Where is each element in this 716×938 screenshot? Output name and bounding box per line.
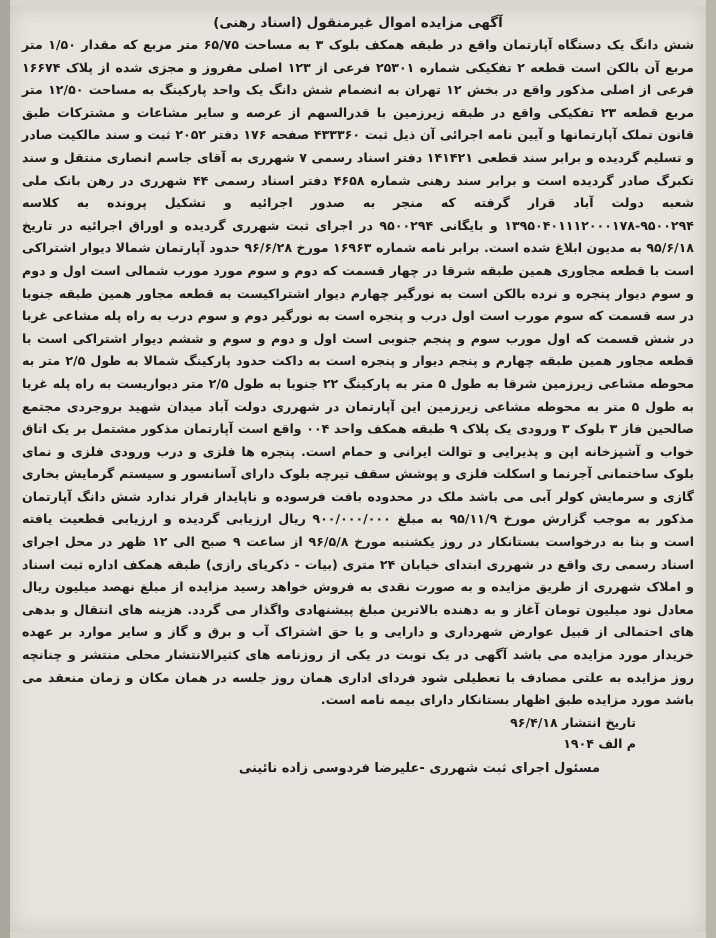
notice-body: شش دانگ یک دستگاه آپارتمان واقع در طبقه همکف بلوک ۳ به مساحت ۶۵/۷۵ متر مربع که مقدار ۱/۵۰ متر مربع آن بالکن است قطعه ۲ تفکیکی شماره ۲۵۳۰۱ فرعی از ۱۲۳ اصلی مفروز و مجزی شده از پلاک ۱۶۶۷۴ فرعی از اصلی مذکور واقع در بخش ۱۲ تهران به انضمام شش دانگ یک واحد پارکینگ به مساحت ۱۲/۵۰ متر مربع قطعه ۲۳ تفکیکی واقع در طبقه زیرزمین با قدرالسهم از عرصه و سایر مشاعات و مشترکات طبق قانون تملک آپارتمانها و آیین نامه اجرائی آن ذیل ثبت ۴۳۳۳۶۰ صفحه ۱۷۶ دفتر ۲۰۵۲ ثبت و سند مالکیت صادر و تسلیم گردیده و برابر سند قطعی ۱۴۱۴۲۱ دفتر اسناد رسمی ۷ شهرری به آقای جاسم انصاری منتقل و سند تکبرگ صادر گردیده است و برابر سند رهنی شماره ۴۶۵۸ دفتر اسناد رسمی ۴۴ شهرری در رهن بانک ملی شعبه دولت آباد قرار گرفته که منجر به صدور اجرائیه و تشکیل پرونده به کلاسه ۹۵۰۰۲۹۴-۱۳۹۵۰۴۰۱۱۱۲۰۰۰۱۷۸ و بایگانی ۹۵۰۰۲۹۴ در اجرای ثبت شهرری گردیده و اوراق اجرائیه در تاریخ ۹۵/۶/۱۸ به مدیون ابلاغ شده است. برابر نامه شماره ۱۶۹۶۳ مورخ ۹۶/۶/۲۸ حدود آپارتمان شمالا دیوار اشتراکی است با قطعه مجاوری همین طبقه شرقا در چهار قسمت که دوم و سوم مورد مورب شمالی است اول و دوم و سوم دیوار پنجره و نرده بالکن است به نورگیر چهارم دیوار اشتراکیست به قطعه مجاور همین طبقه جنوبا در سه قسمت که سوم مورب است اول درب و پنجره است به نورگیر دوم و سوم درب به راه پله مشاعی غربا در شش قسمت که اول مورب سوم و پنجم جنوبی است اول و دوم و سوم و ششم دیوار اشتراکی است با قطعه مجاور همین طبقه چهارم و پنجم دیوار و پنجره است به داکت حدود پارکینگ شمالا به طول ۲/۵ متر به محوطه مشاعی زیرزمین شرقا به طول ۵ متر به پارکینگ ۲۲ جنوبا به طول ۲/۵ متر دیواریست به راه پله غربا به طول ۵ متر به محوطه مشاعی زیرزمین این آپارتمان در شهرری دولت آباد میدان شهید بروجردی مجتمع صالحین فاز ۳ بلوک ۳ ورودی یک پلاک ۹ طبقه همکف واحد ۰۰۴ واقع است آپارتمان مذکور مشتمل بر یک اتاق خواب و آشپزخانه اپن و پذیرایی و توالت ایرانی و حمام است. پنجره ها فلزی و درب ورودی فلزی و نمای بلوک ساختمانی آجرنما و اسکلت فلزی و پوشش سقف تیرچه بلوک دارای آسانسور و سیستم گرمایش بخاری گازی و سرمایش کولر آبی می باشد ملک در محدوده بافت فرسوده و ناپایدار قرار ندارد شش دانگ آپارتمان مذکور به موجب گزارش مورخ ۹۵/۱۱/۹ به مبلغ ۹۰۰/۰۰۰/۰۰۰ ریال ارزیابی گردیده و ارزیابی قطعیت یافته است و بنا به درخواست بستانکار در روز یکشنبه مورخ ۹۶/۵/۸ از ساعت ۹ صبح الی ۱۲ ظهر در محل اجرای اسناد رسمی ری واقع در شهرری ابتدای خیابان ۲۴ متری (بیات - ذکریای رازی) طبقه همکف اداره ثبت اسناد و املاک شهرری از طریق مزایده و به صورت نقدی به فروش خواهد رسید مزایده از مبلغ نهصد میلیون ریال معادل نود میلیون تومان آغاز و به دهنده بالاترین مبلغ پیشنهادی واگذار می گردد. هزینه های انتقال و بدهی های احتمالی از قبیل عوارض شهرداری و دارایی و یا حق اشتراک آب و برق و گاز و سایر موارد بر عهده خریدار مورد مزایده می باشد آگهی در یک نوبت در یکی از روزنامه های کثیرالانتشار محلی منتشر و چنانچه روز مزایده به علتی مصادف با تعطیلی شود فردای اداری همان روز جلسه در همان مکان و زمان منعقد می باشد مورد مزایده طبق اظهار بستانکار دارای بیمه نامه است.	[22, 37, 695, 708]
scan-edge-right	[706, 0, 716, 938]
publish-date: تاریخ انتشار ۹۶/۴/۱۸	[510, 714, 636, 730]
signature-line: مسئول اجرای ثبت شهرری -علیرضا فردوسی زاده نائینی	[238, 760, 600, 776]
reference-number: م الف ۱۹۰۴	[563, 735, 636, 751]
notice-content	[22, 12, 694, 780]
scan-edge-left	[0, 0, 10, 938]
notice-title: آگهی مزایده اموال غیرمنقول (اسناد رهنی)	[213, 15, 503, 31]
